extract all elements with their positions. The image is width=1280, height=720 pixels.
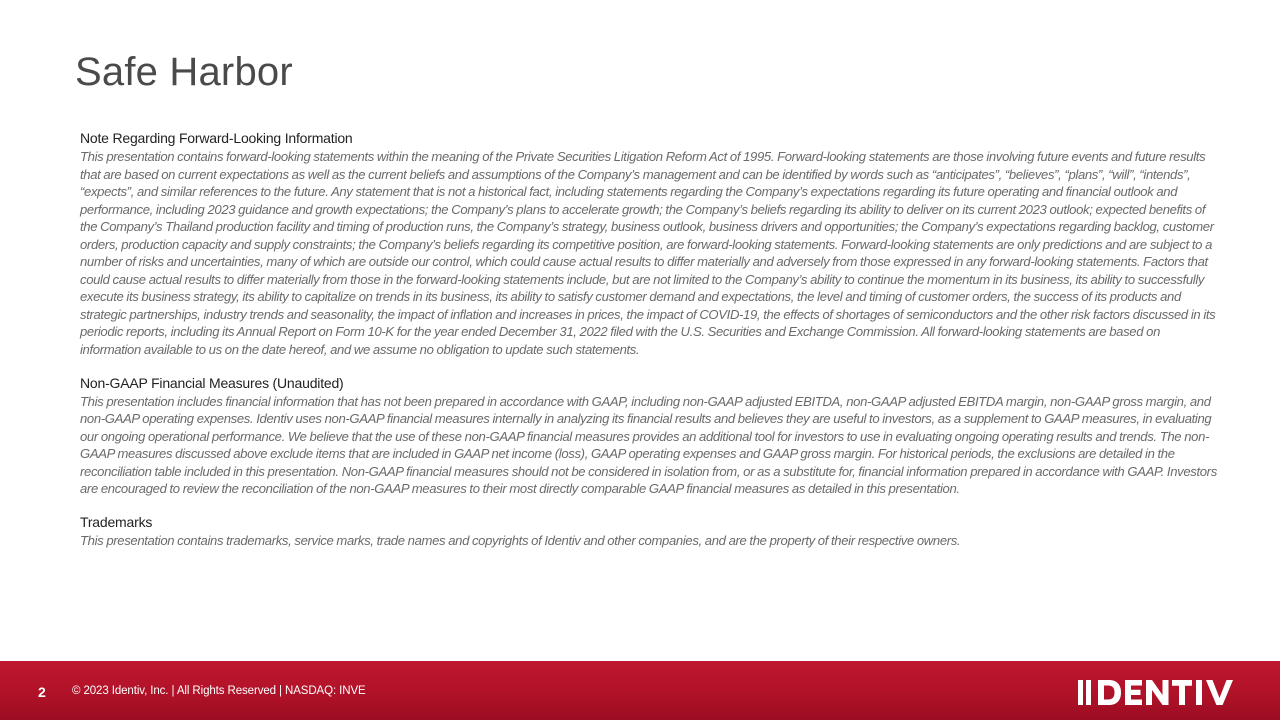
non-gaap-body: This presentation includes financial information that has not been prepared in accordance with GAAP, including non-GAAP adjusted EBITDA, non-GAAP adjusted EBITDA margin, non-GAAP gross margin, and non-GAAP operating expenses. Identiv uses non-GAAP financial measures internally in analyzing its financial results and believes they are useful to investors, as a supplement to GAAP measures, in evaluating our ongoing operational performance. We believe that the use of these non-GAAP financial measures provides an additional tool for investors to use in evaluating ongoing operating results and trends. The non-GAAP measures discussed above exclude items that are included in GAAP net income (loss), GAAP operating expenses and GAAP gross margin. For historical periods, the exclusions are detailed in the reconciliation table included in this presentation. Non-GAAP financial measures should not be considered in isolation from, or as a substitute for, financial information prepared in accordance with GAAP. Investors are encouraged to review the reconciliation of the non-GAAP measures to their most directly comparable GAAP financial measures as detailed in this presentation. — [80, 393, 1217, 497]
forward-looking-heading: Note Regarding Forward-Looking Information — [80, 130, 353, 146]
non-gaap-section — [80, 375, 1222, 498]
page-number: 2 — [38, 684, 46, 700]
identiv-logo — [1078, 679, 1246, 706]
safe-harbor-content — [80, 130, 1222, 565]
forward-looking-section — [80, 130, 1222, 359]
trademarks-body: This presentation contains trademarks, service marks, trade names and copyrights of Identiv and other companies, and are the property of their respective owners. — [80, 532, 961, 548]
footer-bar — [0, 661, 1280, 720]
slide-title: Safe Harbor — [75, 50, 293, 94]
copyright-text: © 2023 Identiv, Inc. | All Rights Reserved | NASDAQ: INVE — [72, 685, 366, 697]
non-gaap-heading: Non-GAAP Financial Measures (Unaudited) — [80, 374, 344, 391]
forward-looking-body: This presentation contains forward-looking statements within the meaning of the Private Securities Litigation Reform Act of 1995. Forward-looking statements are those involving future events and future results that are based on current expectations as well as the current beliefs and assumptions of the Company’s management and can be identified by words such as “anticipates”, “believes”, “plans”, “will”, “intends”, “expects”, and similar references to the future. Any statement that is not a historical fact, including statements regarding the Company’s expectations regarding its future operating and financial outlook and performance, including 2023 guidance and growth expectations; the Company’s plans to accelerate growth; the Company’s beliefs regarding its ability to deliver on its current 2023 outlook; expected benefits of the Company’s Thailand production facility and timing of production runs, the Company’s strategy, business outlook, business drivers and opportunities; the Company’s expectations regarding backlog, customer orders, production capacity and supply constraints; the Company’s beliefs regarding its competitive position, are forward-looking statements. Forward-looking statements are only predictions and are subject to a number of risks and uncertainties, many of which are outside our control, which could cause actual results to differ materially and adversely from those expressed in any forward-looking statements. Factors that could cause actual results to differ materially from those in the forward-looking statements include, but are not limited to the Company’s ability to continue the momentum in its business, its ability to successfully execute its business strategy, its ability to capitalize on trends in its business, its ability to satisfy customer demand and expectations, the level and timing of customer orders, the success of its products and strategic partnerships, industry trends and seasonality, the impact of inflation and increases in prices, the impact of COVID-19, the effects of shortages of semiconductors and the other risk factors discussed in its periodic reports, including its Annual Report on Form 10-K for the year ended December 31, 2022 filed with the U.S. Securities and Exchange Commission. All forward-looking statements are based on information available to us on the date hereof, and we assume no obligation to update such statements. — [80, 149, 1216, 358]
trademarks-heading: Trademarks — [80, 513, 153, 530]
trademarks-section — [80, 514, 1222, 550]
